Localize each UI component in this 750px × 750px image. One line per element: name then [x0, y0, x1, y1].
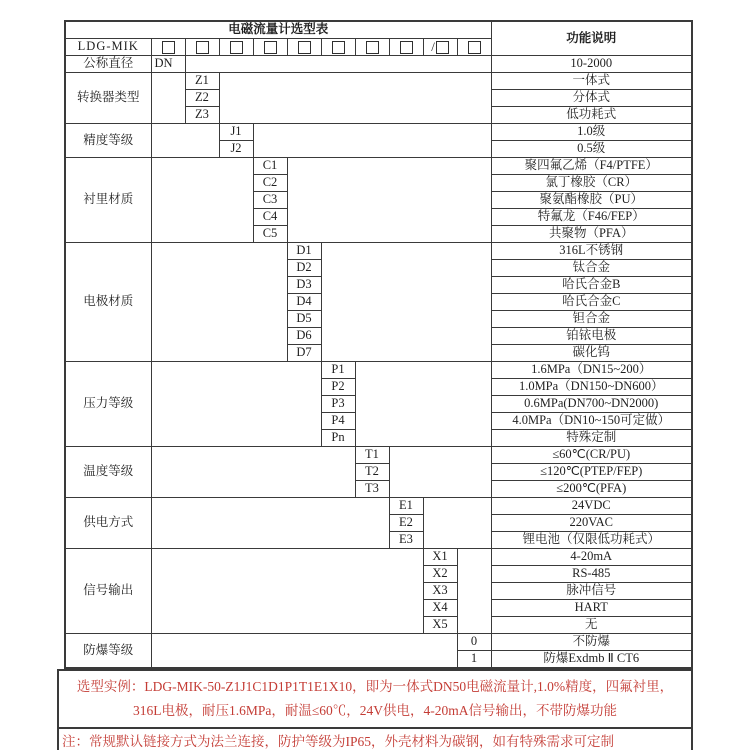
checkbox-icon	[298, 41, 311, 54]
option-row	[65, 73, 692, 90]
code-box-cell	[355, 39, 389, 56]
spacer-cell	[151, 73, 185, 124]
value-cell: 特殊定制	[491, 430, 692, 447]
code-box-cell	[457, 39, 491, 56]
code-box-cell	[219, 39, 253, 56]
value-cell: ≤60℃(CR/PU)	[491, 447, 692, 464]
section-label: 转换器类型	[65, 73, 151, 124]
code-cell: P1	[321, 362, 355, 379]
code-cell: Z3	[185, 107, 219, 124]
section-label: 防爆等级	[65, 634, 151, 669]
section-label: 信号输出	[65, 549, 151, 634]
spacer-cell	[151, 634, 457, 669]
code-cell: 1	[457, 651, 491, 669]
option-row	[65, 362, 692, 379]
selection-example-note: 选型实例：LDG-MIK-50-Z1J1C1D1P1T1E1X10，即为一体式DN50电磁流量计,1.0%精度，四氟衬里，316L电极，耐压1.6MPa，耐温≤60℃，24V供电，4-20mA信号输出，不带防爆功能	[59, 671, 691, 729]
value-cell: HART	[491, 600, 692, 617]
value-cell: 碳化钨	[491, 345, 692, 362]
value-cell: ≤200℃(PFA)	[491, 481, 692, 498]
default-config-note: 注：常规默认链接方式为法兰连接，防护等级为IP65，外壳材料为碳钢，如有特殊需求可定制	[62, 734, 615, 750]
checkbox-icon	[162, 41, 175, 54]
value-cell: 4.0MPa（DN10~150可定做）	[491, 413, 692, 430]
section-label: 供电方式	[65, 498, 151, 549]
code-cell: C5	[253, 226, 287, 243]
value-cell: 1.0MPa（DN150~DN600）	[491, 379, 692, 396]
spacer-cell	[151, 243, 287, 362]
spacer-cell	[151, 158, 253, 243]
value-cell: 钽合金	[491, 311, 692, 328]
code-cell: C2	[253, 175, 287, 192]
code-cell: T1	[355, 447, 389, 464]
code-cell: P3	[321, 396, 355, 413]
code-box-cell	[253, 39, 287, 56]
table-title: 电磁流量计选型表	[65, 21, 491, 39]
code-cell: Z1	[185, 73, 219, 90]
section-label: 压力等级	[65, 362, 151, 447]
value-cell: 特氟龙（F46/FEP）	[491, 209, 692, 226]
value-cell: 24VDC	[491, 498, 692, 515]
code-cell: X3	[423, 583, 457, 600]
spacer-cell	[151, 362, 321, 447]
value-cell: 316L不锈钢	[491, 243, 692, 260]
section-label: 衬里材质	[65, 158, 151, 243]
option-row	[65, 124, 692, 141]
code-cell: X1	[423, 549, 457, 566]
code-cell: T3	[355, 481, 389, 498]
option-row	[65, 634, 692, 651]
value-cell: 无	[491, 617, 692, 634]
spacer-cell	[151, 124, 219, 158]
spacer-cell	[151, 447, 355, 498]
spacer-cell	[151, 549, 423, 634]
value-cell: 1.6MPa（DN15~200）	[491, 362, 692, 379]
code-cell: Z2	[185, 90, 219, 107]
spacer-cell	[219, 73, 491, 124]
option-row	[65, 549, 692, 566]
spacer-cell	[151, 498, 389, 549]
section-label: 精度等级	[65, 124, 151, 158]
spacer-cell	[389, 447, 491, 498]
spacer-cell	[457, 549, 491, 634]
value-cell: 1.0级	[491, 124, 692, 141]
value-cell: 分体式	[491, 90, 692, 107]
code-cell: E1	[389, 498, 423, 515]
checkbox-icon	[332, 41, 345, 54]
checkbox-icon	[400, 41, 413, 54]
code-cell: D6	[287, 328, 321, 345]
value-cell: 0.5级	[491, 141, 692, 158]
value-cell: 哈氏合金B	[491, 277, 692, 294]
code-box-cell	[185, 39, 219, 56]
code-box-cell	[423, 39, 457, 56]
checkbox-icon	[366, 41, 379, 54]
checkbox-icon	[264, 41, 277, 54]
value-cell: 共聚物（PFA）	[491, 226, 692, 243]
code-cell: D3	[287, 277, 321, 294]
spacer-cell	[321, 243, 491, 362]
code-box-cell	[321, 39, 355, 56]
value-cell: ≤120℃(PTEP/FEP)	[491, 464, 692, 481]
option-row	[65, 56, 692, 73]
code-cell: D4	[287, 294, 321, 311]
code-cell: D7	[287, 345, 321, 362]
value-cell: 防爆Exdmb Ⅱ CT6	[491, 651, 692, 669]
value-cell: 氯丁橡胶（CR）	[491, 175, 692, 192]
option-row	[65, 158, 692, 175]
code-cell: P4	[321, 413, 355, 430]
code-cell: T2	[355, 464, 389, 481]
code-cell: X4	[423, 600, 457, 617]
code-cell: X2	[423, 566, 457, 583]
code-cell: D1	[287, 243, 321, 260]
value-cell: 低功耗式	[491, 107, 692, 124]
code-cell: P2	[321, 379, 355, 396]
option-row	[65, 447, 692, 464]
code-cell: X5	[423, 617, 457, 634]
section-label: 温度等级	[65, 447, 151, 498]
function-column-header: 功能说明	[491, 21, 692, 56]
value-cell: 钛合金	[491, 260, 692, 277]
model-code: LDG-MIK	[65, 39, 151, 56]
code-cell: 0	[457, 634, 491, 651]
code-cell: D5	[287, 311, 321, 328]
table-header-row	[65, 21, 692, 39]
code-cell: C3	[253, 192, 287, 209]
checkbox-icon	[196, 41, 209, 54]
value-cell: 哈氏合金C	[491, 294, 692, 311]
checkbox-icon	[468, 41, 481, 54]
code-box-cell	[389, 39, 423, 56]
selection-table	[64, 20, 693, 669]
code-cell: J2	[219, 141, 253, 158]
box-prefix: /	[431, 38, 435, 54]
section-label: 电极材质	[65, 243, 151, 362]
option-row	[65, 243, 692, 260]
value-cell: 锂电池（仅限低功耗式）	[491, 532, 692, 549]
value-cell: RS-485	[491, 566, 692, 583]
code-box-cell	[287, 39, 321, 56]
value-cell: 一体式	[491, 73, 692, 90]
code-cell: C4	[253, 209, 287, 226]
value-cell: 脉冲信号	[491, 583, 692, 600]
value-cell: 聚四氟乙烯（F4/PTFE）	[491, 158, 692, 175]
option-row	[65, 498, 692, 515]
code-box-cell	[151, 39, 185, 56]
value-cell: 聚氨酯橡胶（PU）	[491, 192, 692, 209]
value-cell: 10-2000	[491, 56, 692, 73]
spacer-cell	[423, 498, 491, 549]
code-cell: J1	[219, 124, 253, 141]
code-cell: DN	[151, 56, 185, 73]
value-cell: 4-20mA	[491, 549, 692, 566]
code-cell: D2	[287, 260, 321, 277]
checkbox-icon	[230, 41, 243, 54]
code-cell: Pn	[321, 430, 355, 447]
value-cell: 铂铱电极	[491, 328, 692, 345]
notes-box	[57, 669, 693, 750]
section-label: 公称直径	[65, 56, 151, 73]
spacer-cell	[287, 158, 491, 243]
spacer-cell	[253, 124, 491, 158]
code-cell: C1	[253, 158, 287, 175]
spacer-cell	[355, 362, 491, 447]
code-cell: E3	[389, 532, 423, 549]
checkbox-icon	[436, 41, 449, 54]
value-cell: 220VAC	[491, 515, 692, 532]
code-cell: E2	[389, 515, 423, 532]
spacer-cell	[185, 56, 491, 73]
value-cell: 不防爆	[491, 634, 692, 651]
value-cell: 0.6MPa(DN700~DN2000)	[491, 396, 692, 413]
